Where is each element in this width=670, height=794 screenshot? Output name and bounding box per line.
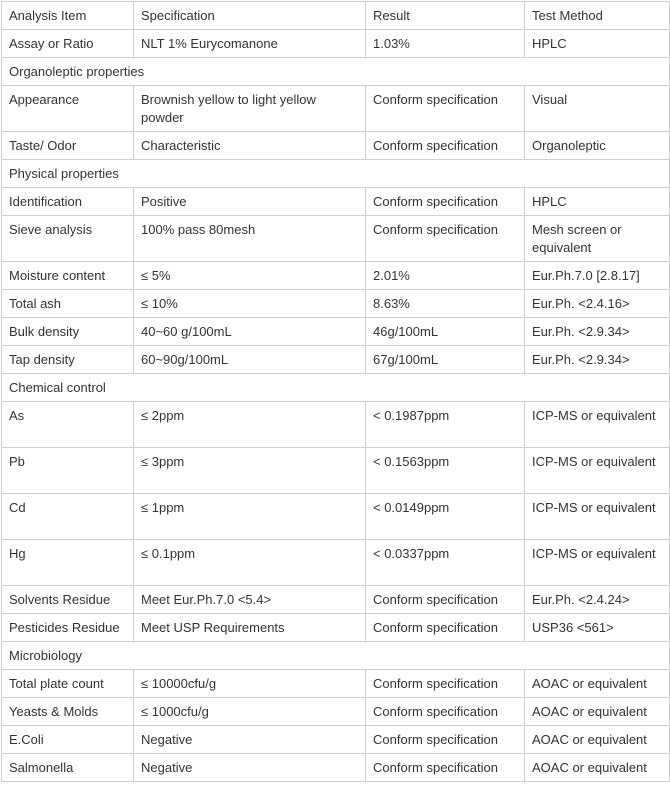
- table-row: [2, 262, 670, 290]
- method-cell: ICP-MS or equivalent: [525, 494, 670, 540]
- method-cell: Eur.Ph. <2.9.34>: [525, 346, 670, 374]
- header-result: Result: [366, 2, 525, 30]
- table-row: [2, 698, 670, 726]
- table-row: [2, 754, 670, 782]
- section-row: [2, 58, 670, 86]
- result-cell: 8.63%: [366, 290, 525, 318]
- specification-cell: ≤ 1ppm: [134, 494, 366, 540]
- section-row: [2, 160, 670, 188]
- method-cell: ICP-MS or equivalent: [525, 448, 670, 494]
- result-cell: < 0.0149ppm: [366, 494, 525, 540]
- item-cell: Total plate count: [2, 670, 134, 698]
- method-cell: Mesh screen or equivalent: [525, 216, 670, 262]
- specification-cell: ≤ 1000cfu/g: [134, 698, 366, 726]
- item-cell: As: [2, 402, 134, 448]
- table-row: [2, 494, 670, 540]
- table-row: [2, 86, 670, 132]
- result-cell: Conform specification: [366, 86, 525, 132]
- method-cell: AOAC or equivalent: [525, 754, 670, 782]
- item-cell: Pb: [2, 448, 134, 494]
- item-cell: Tap density: [2, 346, 134, 374]
- result-cell: Conform specification: [366, 670, 525, 698]
- table-row: [2, 448, 670, 494]
- method-cell: Eur.Ph. <2.9.34>: [525, 318, 670, 346]
- result-cell: 46g/100mL: [366, 318, 525, 346]
- item-cell: Pesticides Residue: [2, 614, 134, 642]
- header-specification: Specification: [134, 2, 366, 30]
- section-row: [2, 642, 670, 670]
- result-cell: Conform specification: [366, 586, 525, 614]
- header-test-method: Test Method: [525, 2, 670, 30]
- result-cell: < 0.1987ppm: [366, 402, 525, 448]
- table-row: [2, 670, 670, 698]
- method-cell: AOAC or equivalent: [525, 698, 670, 726]
- table-row: [2, 132, 670, 160]
- table-row: [2, 540, 670, 586]
- item-cell: Total ash: [2, 290, 134, 318]
- table-row: [2, 402, 670, 448]
- section-label: Chemical control: [2, 374, 670, 402]
- method-cell: Visual: [525, 86, 670, 132]
- method-cell: AOAC or equivalent: [525, 670, 670, 698]
- item-cell: Cd: [2, 494, 134, 540]
- table-row: [2, 614, 670, 642]
- method-cell: Eur.Ph.7.0 [2.8.17]: [525, 262, 670, 290]
- section-label: Organoleptic properties: [2, 58, 670, 86]
- specification-cell: 60~90g/100mL: [134, 346, 366, 374]
- table-row: [2, 290, 670, 318]
- table-row: [2, 30, 670, 58]
- item-cell: Identification: [2, 188, 134, 216]
- method-cell: Organoleptic: [525, 132, 670, 160]
- result-cell: Conform specification: [366, 614, 525, 642]
- result-cell: Conform specification: [366, 698, 525, 726]
- method-cell: HPLC: [525, 30, 670, 58]
- specification-cell: ≤ 10%: [134, 290, 366, 318]
- result-cell: 1.03%: [366, 30, 525, 58]
- method-cell: ICP-MS or equivalent: [525, 402, 670, 448]
- specification-cell: 100% pass 80mesh: [134, 216, 366, 262]
- item-cell: Bulk density: [2, 318, 134, 346]
- item-cell: Assay or Ratio: [2, 30, 134, 58]
- header-row: [2, 2, 670, 30]
- result-cell: 2.01%: [366, 262, 525, 290]
- result-cell: < 0.1563ppm: [366, 448, 525, 494]
- item-cell: Moisture content: [2, 262, 134, 290]
- result-cell: Conform specification: [366, 754, 525, 782]
- method-cell: Eur.Ph. <2.4.24>: [525, 586, 670, 614]
- specification-cell: Brownish yellow to light yellow powder: [134, 86, 366, 132]
- specification-cell: Characteristic: [134, 132, 366, 160]
- item-cell: Taste/ Odor: [2, 132, 134, 160]
- result-cell: Conform specification: [366, 132, 525, 160]
- header-analysis-item: Analysis Item: [2, 2, 134, 30]
- analysis-table: [1, 1, 670, 782]
- specification-cell: 40~60 g/100mL: [134, 318, 366, 346]
- table-row: [2, 318, 670, 346]
- item-cell: Sieve analysis: [2, 216, 134, 262]
- method-cell: USP36 <561>: [525, 614, 670, 642]
- table-row: [2, 586, 670, 614]
- specification-cell: ≤ 0.1ppm: [134, 540, 366, 586]
- item-cell: E.Coli: [2, 726, 134, 754]
- specification-cell: NLT 1% Eurycomanone: [134, 30, 366, 58]
- result-cell: Conform specification: [366, 188, 525, 216]
- specification-cell: ≤ 10000cfu/g: [134, 670, 366, 698]
- specification-cell: Negative: [134, 726, 366, 754]
- section-label: Microbiology: [2, 642, 670, 670]
- item-cell: Yeasts & Molds: [2, 698, 134, 726]
- result-cell: 67g/100mL: [366, 346, 525, 374]
- table-row: [2, 346, 670, 374]
- item-cell: Salmonella: [2, 754, 134, 782]
- result-cell: Conform specification: [366, 216, 525, 262]
- table-row: [2, 216, 670, 262]
- specification-cell: ≤ 2ppm: [134, 402, 366, 448]
- specification-cell: ≤ 3ppm: [134, 448, 366, 494]
- specification-cell: ≤ 5%: [134, 262, 366, 290]
- method-cell: ICP-MS or equivalent: [525, 540, 670, 586]
- method-cell: HPLC: [525, 188, 670, 216]
- item-cell: Solvents Residue: [2, 586, 134, 614]
- section-label: Physical properties: [2, 160, 670, 188]
- section-row: [2, 374, 670, 402]
- specification-cell: Positive: [134, 188, 366, 216]
- table-row: [2, 188, 670, 216]
- specification-cell: Negative: [134, 754, 366, 782]
- method-cell: Eur.Ph. <2.4.16>: [525, 290, 670, 318]
- item-cell: Hg: [2, 540, 134, 586]
- specification-cell: Meet Eur.Ph.7.0 <5.4>: [134, 586, 366, 614]
- result-cell: < 0.0337ppm: [366, 540, 525, 586]
- table-row: [2, 726, 670, 754]
- specification-cell: Meet USP Requirements: [134, 614, 366, 642]
- method-cell: AOAC or equivalent: [525, 726, 670, 754]
- item-cell: Appearance: [2, 86, 134, 132]
- result-cell: Conform specification: [366, 726, 525, 754]
